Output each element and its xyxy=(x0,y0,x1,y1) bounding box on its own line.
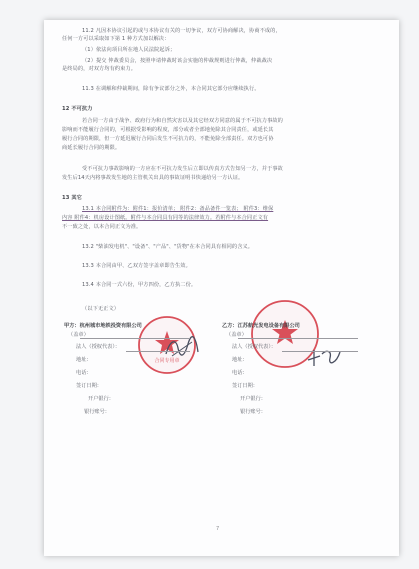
party-b-bank: 开户银行： xyxy=(240,396,266,402)
party-a-seal: （盖章） xyxy=(68,332,89,338)
page-number: 7 xyxy=(216,526,220,532)
no-more-text-note: （以下无正文） xyxy=(82,306,120,312)
party-b-date: 签订日期： xyxy=(232,383,258,389)
party-a-phone: 电话： xyxy=(76,370,92,376)
section-13-heading: 13 其它 xyxy=(62,195,82,201)
party-a-date: 签订日期： xyxy=(76,383,102,389)
clause-13-1-line2: 内容 附件4：机房设计图纸。附件与本合同具有同等的法律效力。若附件与本合同正文有 xyxy=(62,215,269,221)
party-a-bank: 开户银行： xyxy=(88,396,114,402)
document-page xyxy=(44,20,399,556)
clause-13-1-line1: 13.1 本合同附件为：附件1：报价清单； 附件2：备品备件一览表； 附件3：维保 xyxy=(82,206,274,212)
party-b-seal: （盖章） xyxy=(226,332,247,338)
party-a-rep-line xyxy=(126,351,190,352)
clause-13-1-line3: 不一致之处，以本合同正文为准。 xyxy=(62,224,142,230)
party-a-address: 地址： xyxy=(76,357,92,363)
clause-11-2-option1: （1）依法向项目所在地人民法院起诉； xyxy=(82,47,176,53)
clause-11-3: 11.3 在调解和仲裁期间，除有争议部分之外，本合同其它部分应继续执行。 xyxy=(82,86,260,92)
clause-12-line4: 商延长履行合同的期限。 xyxy=(62,145,121,151)
party-a-account: 银行账号： xyxy=(84,409,110,415)
party-b-title: 乙方：江苏航光发电设备有限公司 xyxy=(222,323,300,329)
section-12-heading: 12 不可抗力 xyxy=(62,106,93,112)
party-a-title: 甲方：杭州城市地铁投资有限公司 xyxy=(64,323,142,329)
clause-12-line1: 若合同一方由于战争、政府行为和自然灾害以及其它经双方同意的属于不可抗力事故的 xyxy=(82,118,283,124)
clause-13-3: 13.3 本合同由甲、乙双方签字盖章即告生效。 xyxy=(82,263,191,269)
clause-12-line2: 影响而不能履行合同的，可根据受影响的程度，部分或者全部地免除其合同责任，或延长其 xyxy=(62,127,274,133)
clause-12-line3: 履行合同的期限，但一方延迟履行合同后发生不可抗力的，不能免除全部责任。双方也可协 xyxy=(62,136,274,142)
clause-11-2-line2: 任何一方可以采取如下第 1 种方式加以解决： xyxy=(62,36,170,42)
clause-12-notify-line1: 受不可抗力事故影响的一方应在不可抗力发生后立即以传真方式告知另一方，并于事故 xyxy=(82,166,283,172)
party-b-rep: 法人（授权代表）： xyxy=(232,344,277,350)
clause-11-2-option2-cont: 是终局的，对双方均有约束力。 xyxy=(62,66,137,72)
clause-11-2-option2: （2）提交 仲裁委员会，按照申请仲裁时该会实施的仲裁规则进行仲裁，仲裁裁决 xyxy=(82,58,273,64)
party-a-seal-line xyxy=(80,338,190,339)
clause-11-2-line1: 11.2 凡因本协议引起的或与本协议有关的一切争议，双方可协商解决，协商不成的， xyxy=(82,28,281,34)
clause-13-4: 13.4 本合同一式六份，甲方四份，乙方执二份。 xyxy=(82,282,197,288)
party-b-account: 银行账号： xyxy=(240,409,266,415)
clause-13-2: 13.2 "柴油发电机"、"设备"、"产品"、"货物"在本合同具有相同的含义。 xyxy=(82,244,254,250)
svg-text:合同专用章: 合同专用章 xyxy=(154,358,180,364)
party-b-address: 地址： xyxy=(232,357,248,363)
clause-12-notify-line2: 发生后14天内将事故发生地的主管机关出具的事故证明书快递给另一方认证。 xyxy=(62,175,244,181)
party-b-rep-line xyxy=(282,351,358,352)
party-b-signature-icon xyxy=(306,346,344,368)
party-b-seal-line xyxy=(238,338,358,339)
party-a-rep: 法人（授权代表）： xyxy=(76,344,121,350)
party-b-phone: 电话： xyxy=(232,370,248,376)
